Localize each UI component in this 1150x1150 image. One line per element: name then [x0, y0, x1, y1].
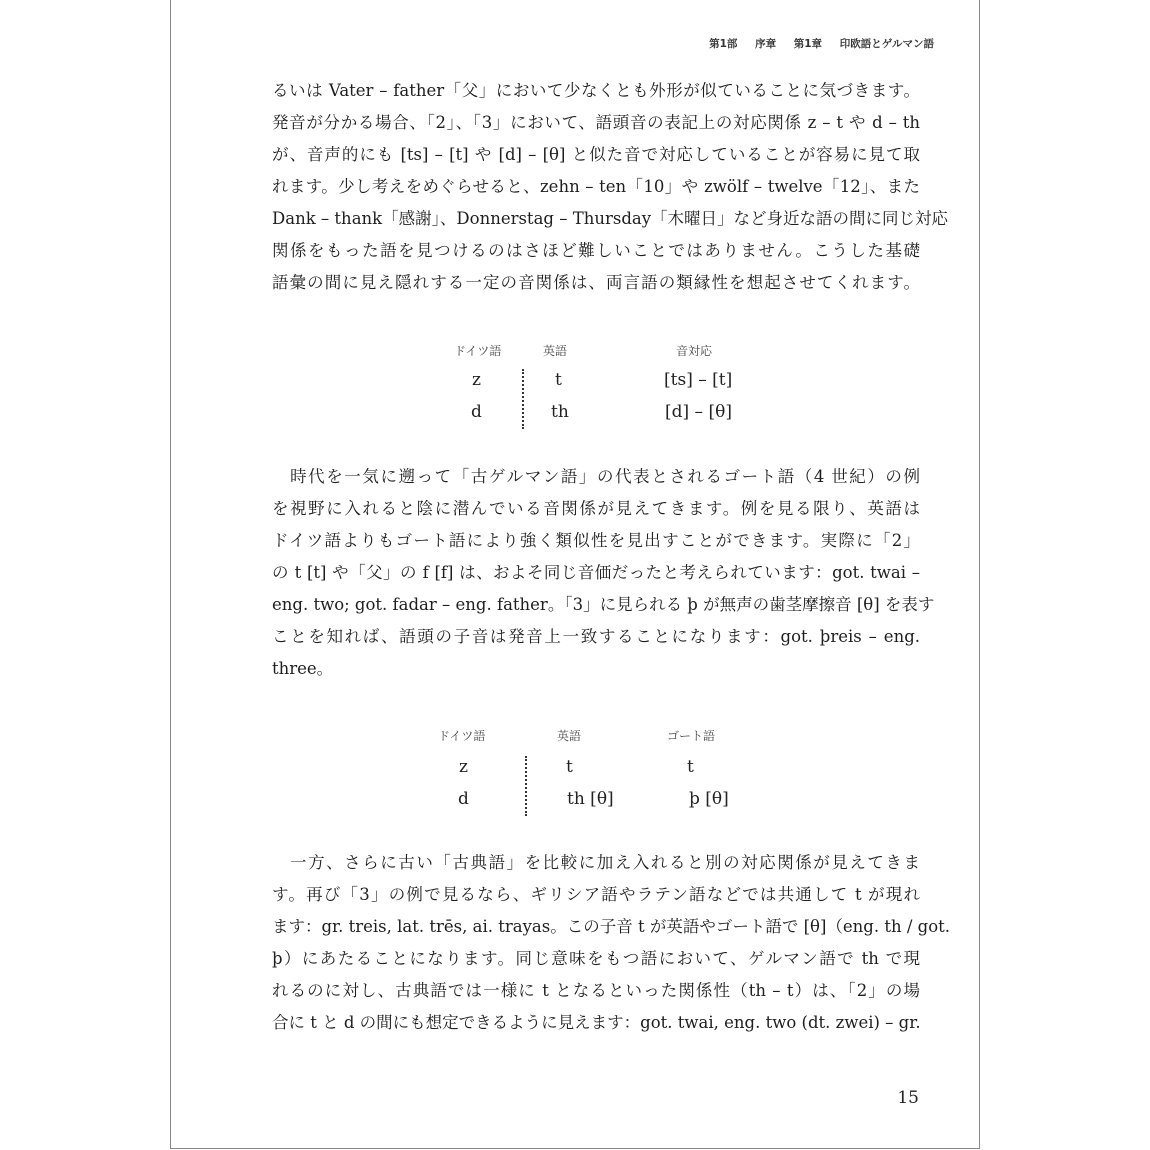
text-line: 語彙の間に見え隠れする一定の音関係は、両言語の類縁性を想起させてくれます。: [272, 273, 920, 292]
text-line: ことを知れば、語頭の子音は発音上一致することになります：got. þreis – eng.: [272, 627, 920, 646]
book-page: [170, 0, 980, 1149]
column-header-gothic: ゴート語: [667, 729, 716, 743]
part-title: 序章: [755, 38, 777, 50]
part-label: 第1部: [709, 38, 738, 50]
table-cell: t: [555, 370, 562, 390]
text-line: れます。少し考えをめぐらせると、zehn – ten「10」や zwölf – twelve「12」、また: [272, 177, 920, 196]
chapter-label: 第1章: [793, 38, 823, 50]
table-cell: d: [458, 789, 469, 809]
column-header-english: 英語: [557, 729, 582, 743]
table-cell: [d] – [θ]: [665, 402, 732, 422]
text-line: þ）にあたることになります。同じ意味をもつ語において、ゲルマン語で th で現: [272, 949, 920, 968]
page-number: 15: [897, 1088, 919, 1108]
text-line: 一方、さらに古い「古典語」を比較に加え入れると別の対応関係が見えてきま: [272, 853, 920, 872]
text-line: れるのに対し、古典語では一様に t となるといった関係性（th – t）は、「2」の場: [272, 981, 920, 1000]
table-cell: t: [687, 757, 694, 777]
column-header-correspondence: 音対応: [676, 344, 713, 358]
text-line: るいは Vater – father「父」において少なくとも外形が似ていることに気づきます。: [272, 81, 920, 100]
text-line: 発音が分かる場合、「2」、「3」において、語頭音の表記上の対応関係 z – t や d – th: [272, 113, 920, 132]
text-line: す。再び「3」の例で見るなら、ギリシア語やラテン語などでは共通して t が現れ: [272, 885, 920, 904]
text-line: を視野に入れると陰に潜んでいる音関係が見えてきます。例を見る限り、英語は: [272, 499, 920, 518]
table-cell: th: [551, 402, 569, 422]
column-header-english: 英語: [543, 344, 568, 358]
table-cell: þ [θ]: [689, 789, 729, 809]
table-cell: th [θ]: [567, 789, 614, 809]
column-divider: [525, 756, 527, 816]
table-cell: z: [472, 370, 481, 390]
table-cell: t: [566, 757, 573, 777]
table-cell: [ts] – [t]: [664, 370, 733, 390]
text-line: が、音声的にも [ts] – [t] や [d] – [θ] と似た音で対応していることが容易に見て取: [272, 145, 920, 164]
text-line: three。: [272, 659, 334, 678]
text-line: 関係をもった語を見つけるのはさほど難しいことではありません。こうした基礎: [272, 241, 920, 260]
text-line: ます：gr. treis, lat. trēs, ai. trayas。この子音 t が英語やゴート語で [θ]（eng. th / got.: [272, 917, 950, 936]
running-head: [695, 36, 934, 51]
column-header-german: ドイツ語: [454, 344, 502, 358]
text-line: ドイツ語よりもゴート語により強く類似性を見出すことができます。実際に「2」: [272, 531, 920, 550]
chapter-title: 印欧語とゲルマン語: [839, 38, 934, 50]
table-cell: d: [471, 402, 482, 422]
text-line: 時代を一気に遡って「古ゲルマン語」の代表とされるゴート語（4 世紀）の例: [272, 467, 920, 486]
text-line: 合に t と d の間にも想定できるように見えます：got. twai, eng. two (dt. zwei) – gr.: [272, 1013, 921, 1032]
column-divider: [522, 369, 524, 429]
column-header-german: ドイツ語: [438, 729, 486, 743]
text-line: eng. two; got. fadar – eng. father。「3」に見られる þ が無声の歯茎摩擦音 [θ] を表す: [272, 595, 935, 614]
table-cell: z: [459, 757, 468, 777]
text-line: Dank – thank「感謝」、Donnerstag – Thursday「木曜日」など身近な語の間に同じ対応: [272, 209, 949, 228]
text-line: の t [t] や「父」の f [f] は、およそ同じ音価だったと考えられています：got. twai –: [272, 563, 920, 582]
